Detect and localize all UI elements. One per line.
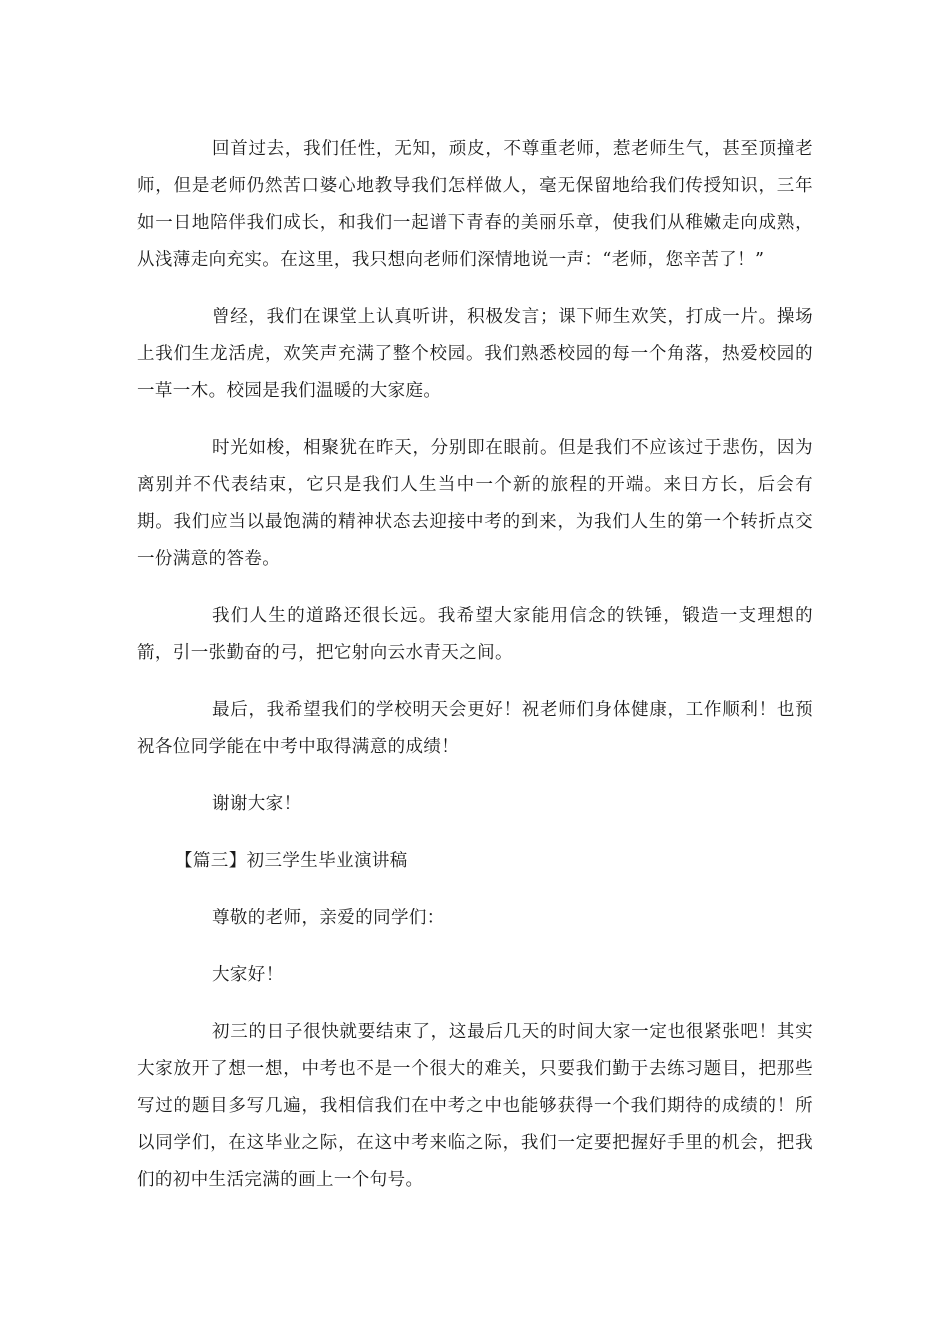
- paragraph-time-flies: 时光如梭，相聚犹在昨天，分别即在眼前。但是我们不应该过于悲伤，因为离别并不代表结束，它只是我们人生当中一个新的旅程的开端。来日方长，后会有期。我们应当以最饱满的精神状态去迎接中考的到来，为我们人生的第一个转折点交一份满意的答卷。: [137, 438, 813, 569]
- greeting: 大家好！: [212, 965, 284, 985]
- paragraph-classroom-memories: 曾经，我们在课堂上认真听讲，积极发言；课下师生欢笑，打成一片。操场上我们生龙活虎，欢笑声充满了整个校园。我们熟悉校园的每一个角落，热爱校园的一草一木。校园是我们温暖的大家庭。: [137, 307, 813, 401]
- document-body: [137, 131, 813, 1219]
- paragraph-looking-back: 回首过去，我们任性，无知，顽皮，不尊重老师，惹老师生气，甚至顶撞老师，但是老师仍然苦口婆心地教导我们怎样做人，毫无保留地给我们传授知识，三年如一日地陪伴我们成长，和我们一起谱下青春的美丽乐章，使我们从稚嫩走向成熟，从浅薄走向充实。在这里，我只想向老师们深情地说一声：“老师，您辛苦了！”: [137, 139, 813, 270]
- salutation: 尊敬的老师，亲爱的同学们：: [212, 908, 445, 928]
- paragraph-exam-encouragement: 初三的日子很快就要结束了，这最后几天的时间大家一定也很紧张吧！其实大家放开了想一想，中考也不是一个很大的难关，只要我们勤于去练习题目，把那些写过的题目多写几遍，我相信我们在中考之中也能够获得一个我们期待的成绩的！所以同学们，在这毕业之际，在这中考来临之际，我们一定要把握好手里的机会，把我们的初中生活完满的画上一个句号。: [137, 1022, 813, 1190]
- paragraph-thanks: 谢谢大家！: [212, 794, 302, 814]
- section-heading: 【篇三】初三学生毕业演讲稿: [175, 851, 408, 871]
- paragraph-final-wishes: 最后，我希望我们的学校明天会更好！祝老师们身体健康，工作顺利！也预祝各位同学能在中考中取得满意的成绩！: [137, 700, 813, 757]
- paragraph-long-road: 我们人生的道路还很长远。我希望大家能用信念的铁锤，锻造一支理想的箭，引一张勤奋的弓，把它射向云水青天之间。: [137, 606, 813, 663]
